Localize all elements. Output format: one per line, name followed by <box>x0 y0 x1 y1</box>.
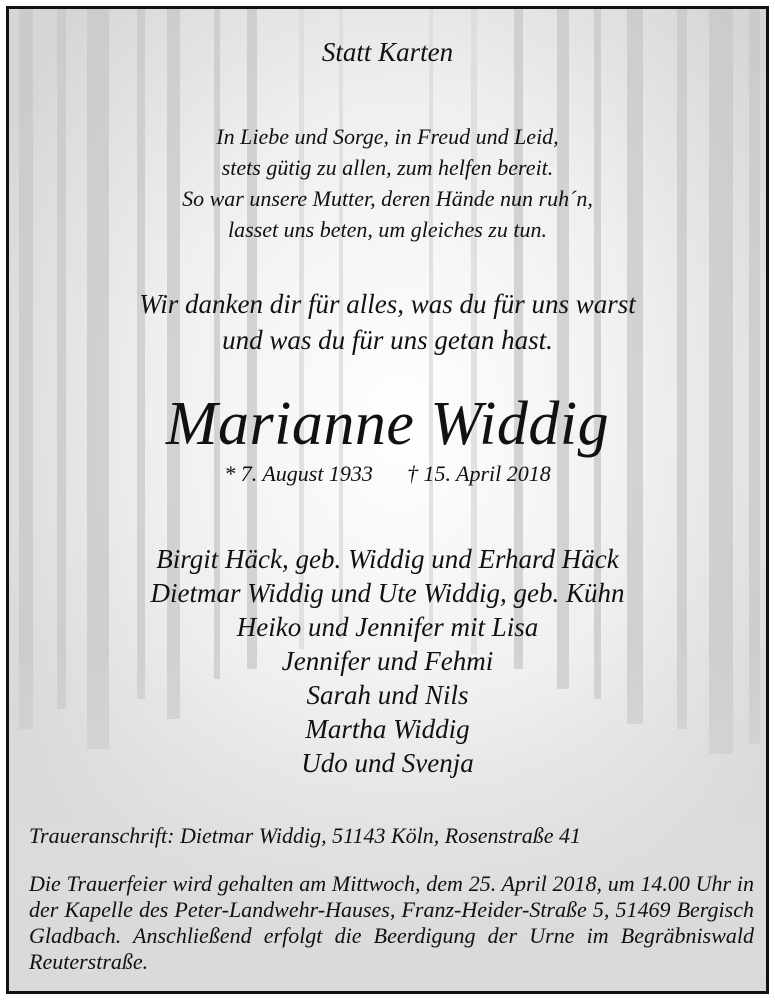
poem-line: In Liebe und Sorge, in Freud und Leid, <box>216 124 559 149</box>
thanks-line: Wir danken dir für alles, was du für uns warst <box>139 289 636 319</box>
family-member: Martha Widdig <box>305 714 470 744</box>
thanks-text <box>9 286 766 358</box>
family-member: Heiko und Jennifer mit Lisa <box>236 612 539 642</box>
family-member: Dietmar Widdig und Ute Widdig, geb. Kühn <box>150 578 625 608</box>
poem <box>9 121 766 245</box>
family-member: Sarah und Nils <box>306 680 469 710</box>
poem-line: So war unsere Mutter, deren Hände nun ruh´n, <box>182 186 593 211</box>
deceased-name: Marianne Widdig <box>165 390 610 458</box>
life-dates <box>9 461 766 487</box>
family-member: Birgit Häck, geb. Widdig und Erhard Häck <box>156 544 619 574</box>
mourning-address: Traueranschrift: Dietmar Widdig, 51143 Köln, Rosenstraße 41 <box>29 823 582 848</box>
family-list <box>9 542 766 780</box>
ceremony-details: Die Trauerfeier wird gehalten am Mittwoch, dem 25. April 2018, um 14.00 Uhr in der Kapelle des Peter-Landwehr-Hauses, Franz-Heider-Straße 5, 51469 Bergisch Gladbach. Anschließend erfolgt die Beerdigung der Urne im Begräbniswald Reuterstraße. <box>29 871 754 974</box>
obituary-card <box>6 6 769 994</box>
birth-date: * 7. August 1933 <box>224 461 373 486</box>
death-date: † 15. April 2018 <box>406 461 551 486</box>
family-member: Jennifer und Fehmi <box>281 646 494 676</box>
family-member: Udo und Svenja <box>301 748 474 778</box>
thanks-line: und was du für uns getan hast. <box>222 325 553 355</box>
header-statt-karten: Statt Karten <box>321 37 454 67</box>
poem-line: lasset uns beten, um gleiches zu tun. <box>228 217 547 242</box>
poem-line: stets gütig zu allen, zum helfen bereit. <box>221 155 554 180</box>
notice-content <box>9 9 766 991</box>
